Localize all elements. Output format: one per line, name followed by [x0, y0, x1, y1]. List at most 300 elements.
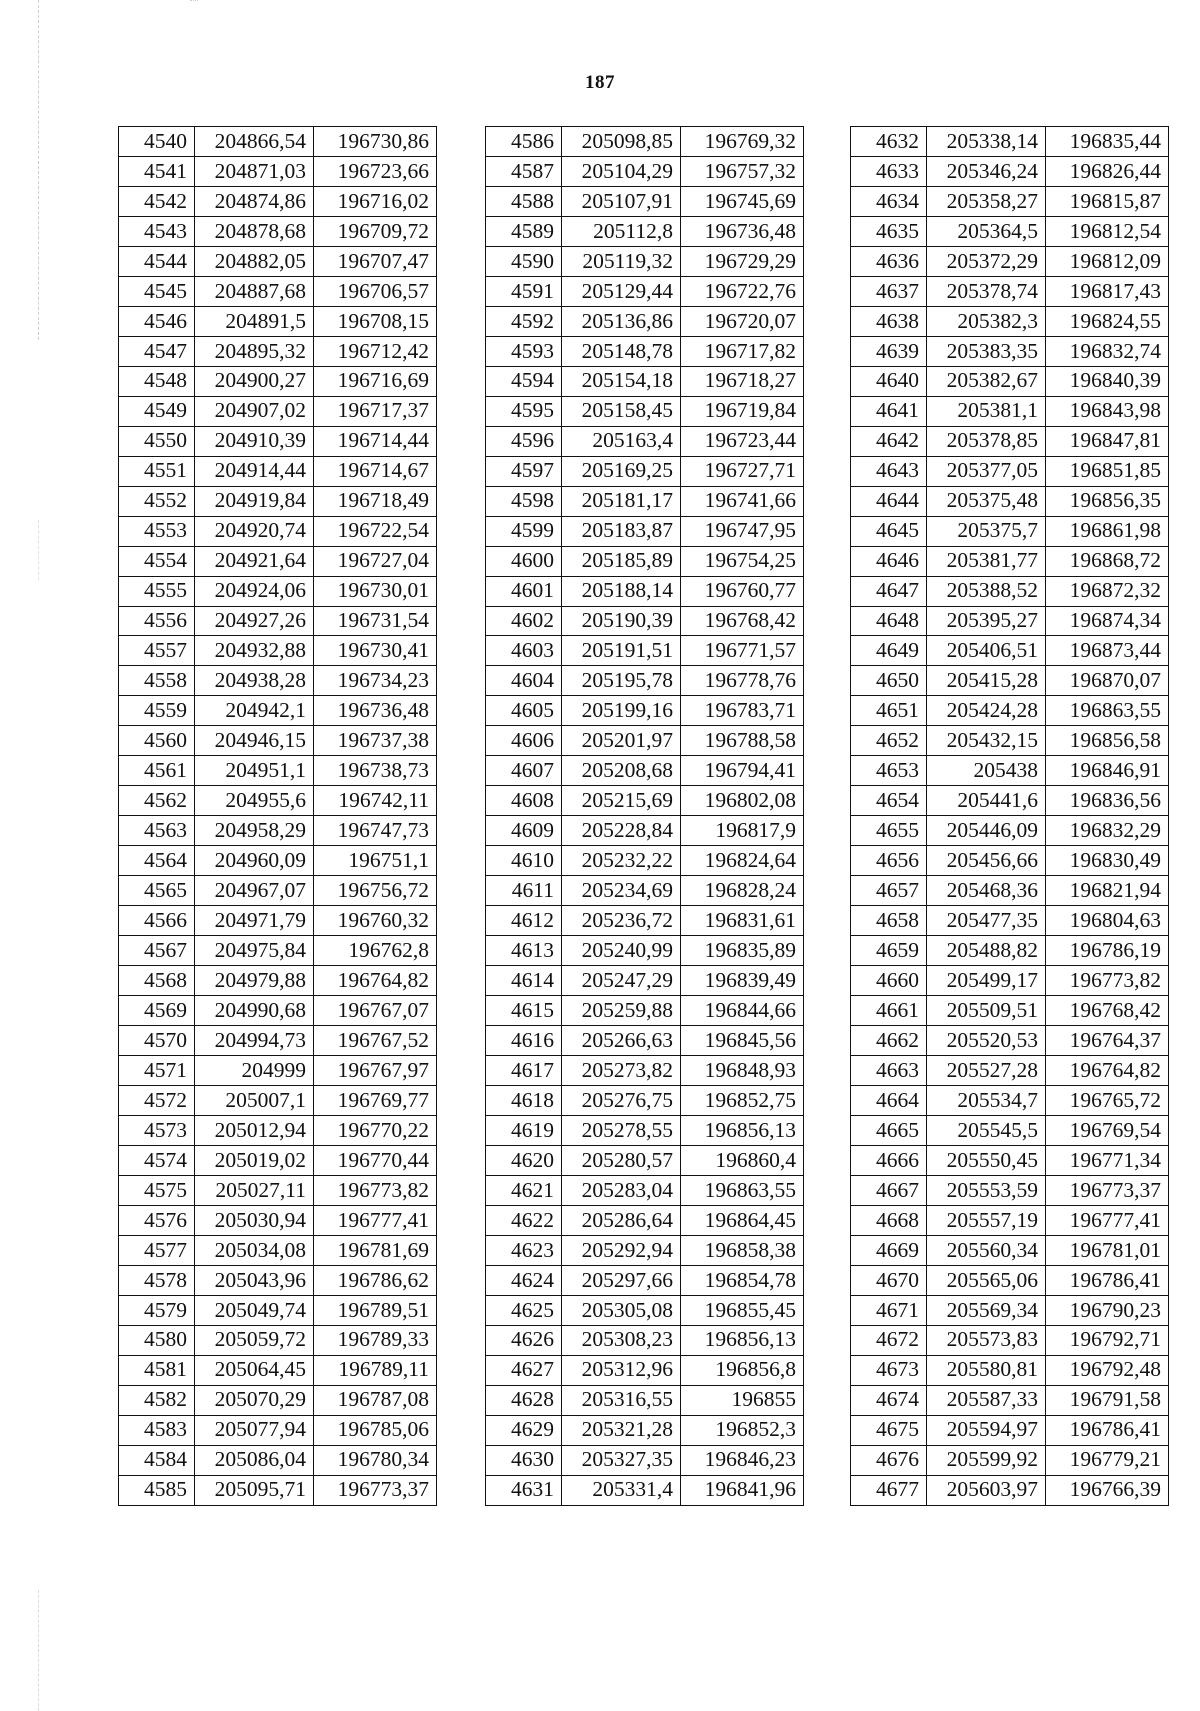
point-number-cell: 4631: [486, 1475, 562, 1505]
y-coordinate-cell: 196790,23: [1046, 1295, 1169, 1325]
point-number-cell: 4677: [851, 1475, 927, 1505]
table-row: [119, 696, 437, 726]
x-coordinate-cell: 205247,29: [562, 966, 681, 996]
x-coordinate-cell: 205297,66: [562, 1265, 681, 1295]
table-row: [119, 906, 437, 936]
point-number-cell: 4619: [486, 1115, 562, 1145]
table-row: [486, 186, 804, 216]
point-number-cell: 4589: [486, 216, 562, 246]
y-coordinate-cell: 196781,69: [314, 1235, 437, 1265]
y-coordinate-cell: 196821,94: [1046, 876, 1169, 906]
table-row: [851, 127, 1169, 157]
y-coordinate-cell: 196852,75: [681, 1086, 804, 1116]
x-coordinate-cell: 205292,94: [562, 1235, 681, 1265]
y-coordinate-cell: 196786,19: [1046, 936, 1169, 966]
x-coordinate-cell: 204924,06: [195, 576, 314, 606]
point-number-cell: 4571: [119, 1056, 195, 1086]
table-row: [486, 576, 804, 606]
x-coordinate-cell: 205375,7: [927, 516, 1046, 546]
point-number-cell: 4629: [486, 1415, 562, 1445]
x-coordinate-cell: 205163,4: [562, 426, 681, 456]
table-row: [851, 336, 1169, 366]
y-coordinate-cell: 196730,86: [314, 127, 437, 157]
point-number-cell: 4634: [851, 186, 927, 216]
point-number-cell: 4540: [119, 127, 195, 157]
y-coordinate-cell: 196760,77: [681, 576, 804, 606]
point-number-cell: 4642: [851, 426, 927, 456]
table-row: [851, 216, 1169, 246]
table-row: [851, 1415, 1169, 1445]
table-row: [119, 1086, 437, 1116]
table-row: [119, 276, 437, 306]
y-coordinate-cell: 196787,08: [314, 1385, 437, 1415]
point-number-cell: 4559: [119, 696, 195, 726]
y-coordinate-cell: 196719,84: [681, 396, 804, 426]
y-coordinate-cell: 196815,87: [1046, 186, 1169, 216]
y-coordinate-cell: 196786,41: [1046, 1415, 1169, 1445]
y-coordinate-cell: 196714,67: [314, 456, 437, 486]
x-coordinate-cell: 205185,89: [562, 546, 681, 576]
table-row: [851, 1205, 1169, 1235]
table-row: [119, 1385, 437, 1415]
x-coordinate-cell: 205188,14: [562, 576, 681, 606]
x-coordinate-cell: 205129,44: [562, 276, 681, 306]
point-number-cell: 4659: [851, 936, 927, 966]
point-number-cell: 4577: [119, 1235, 195, 1265]
y-coordinate-cell: 196718,27: [681, 366, 804, 396]
point-number-cell: 4572: [119, 1086, 195, 1116]
table-row: [486, 636, 804, 666]
table-row: [486, 996, 804, 1026]
point-number-cell: 4545: [119, 276, 195, 306]
table-row: [486, 1325, 804, 1355]
x-coordinate-cell: 205286,64: [562, 1205, 681, 1235]
table-row: [119, 1115, 437, 1145]
table-row: [486, 756, 804, 786]
y-coordinate-cell: 196727,04: [314, 546, 437, 576]
y-coordinate-cell: 196756,72: [314, 876, 437, 906]
point-number-cell: 4656: [851, 846, 927, 876]
y-coordinate-cell: 196723,66: [314, 156, 437, 186]
x-coordinate-cell: 204951,1: [195, 756, 314, 786]
y-coordinate-cell: 196770,44: [314, 1145, 437, 1175]
x-coordinate-cell: 205183,87: [562, 516, 681, 546]
scan-margin-line: [38, 520, 39, 580]
x-coordinate-cell: 205327,35: [562, 1445, 681, 1475]
table-row: [486, 1475, 804, 1505]
y-coordinate-cell: 196764,37: [1046, 1026, 1169, 1056]
x-coordinate-cell: 204955,6: [195, 786, 314, 816]
table-row: [486, 786, 804, 816]
table-row: [119, 876, 437, 906]
table-row: [119, 216, 437, 246]
x-coordinate-cell: 205477,35: [927, 906, 1046, 936]
x-coordinate-cell: 204919,84: [195, 486, 314, 516]
x-coordinate-cell: 205201,97: [562, 726, 681, 756]
y-coordinate-cell: 196767,07: [314, 996, 437, 1026]
x-coordinate-cell: 205312,96: [562, 1355, 681, 1385]
point-number-cell: 4612: [486, 906, 562, 936]
y-coordinate-cell: 196832,74: [1046, 336, 1169, 366]
table-row: [486, 1385, 804, 1415]
y-coordinate-cell: 196760,32: [314, 906, 437, 936]
table-row: [486, 1235, 804, 1265]
y-coordinate-cell: 196731,54: [314, 606, 437, 636]
point-number-cell: 4654: [851, 786, 927, 816]
point-number-cell: 4646: [851, 546, 927, 576]
table-row: [119, 1475, 437, 1505]
x-coordinate-cell: 204921,64: [195, 546, 314, 576]
point-number-cell: 4605: [486, 696, 562, 726]
x-coordinate-cell: 205266,63: [562, 1026, 681, 1056]
point-number-cell: 4621: [486, 1175, 562, 1205]
y-coordinate-cell: 196786,41: [1046, 1265, 1169, 1295]
table-row: [851, 576, 1169, 606]
y-coordinate-cell: 196785,06: [314, 1415, 437, 1445]
x-coordinate-cell: 205388,52: [927, 576, 1046, 606]
table-row: [119, 1445, 437, 1475]
table-row: [851, 1295, 1169, 1325]
x-coordinate-cell: 205095,71: [195, 1475, 314, 1505]
table-row: [119, 456, 437, 486]
x-coordinate-cell: 204994,73: [195, 1026, 314, 1056]
x-coordinate-cell: 204882,05: [195, 246, 314, 276]
y-coordinate-cell: 196858,38: [681, 1235, 804, 1265]
point-number-cell: 4591: [486, 276, 562, 306]
x-coordinate-cell: 205499,17: [927, 966, 1046, 996]
point-number-cell: 4633: [851, 156, 927, 186]
x-coordinate-cell: 205424,28: [927, 696, 1046, 726]
x-coordinate-cell: 205119,32: [562, 246, 681, 276]
x-coordinate-cell: 205441,6: [927, 786, 1046, 816]
table-row: [851, 1026, 1169, 1056]
x-coordinate-cell: 205383,35: [927, 336, 1046, 366]
point-number-cell: 4541: [119, 156, 195, 186]
point-number-cell: 4648: [851, 606, 927, 636]
point-number-cell: 4628: [486, 1385, 562, 1415]
point-number-cell: 4576: [119, 1205, 195, 1235]
y-coordinate-cell: 196874,34: [1046, 606, 1169, 636]
point-number-cell: 4638: [851, 306, 927, 336]
x-coordinate-cell: 205154,18: [562, 366, 681, 396]
point-number-cell: 4661: [851, 996, 927, 1026]
point-number-cell: 4630: [486, 1445, 562, 1475]
x-coordinate-cell: 205381,1: [927, 396, 1046, 426]
coordinate-table-2: [485, 126, 804, 1506]
x-coordinate-cell: 205520,53: [927, 1026, 1046, 1056]
point-number-cell: 4664: [851, 1086, 927, 1116]
y-coordinate-cell: 196736,48: [314, 696, 437, 726]
y-coordinate-cell: 196780,34: [314, 1445, 437, 1475]
x-coordinate-cell: 205527,28: [927, 1056, 1046, 1086]
y-coordinate-cell: 196714,44: [314, 426, 437, 456]
x-coordinate-cell: 205086,04: [195, 1445, 314, 1475]
table-row: [119, 636, 437, 666]
x-coordinate-cell: 205158,45: [562, 396, 681, 426]
point-number-cell: 4543: [119, 216, 195, 246]
y-coordinate-cell: 196769,54: [1046, 1115, 1169, 1145]
point-number-cell: 4636: [851, 246, 927, 276]
y-coordinate-cell: 196840,39: [1046, 366, 1169, 396]
table-row: [851, 756, 1169, 786]
y-coordinate-cell: 196856,58: [1046, 726, 1169, 756]
x-coordinate-cell: 205557,19: [927, 1205, 1046, 1235]
y-coordinate-cell: 196742,11: [314, 786, 437, 816]
point-number-cell: 4563: [119, 816, 195, 846]
x-coordinate-cell: 205043,96: [195, 1265, 314, 1295]
table-row: [486, 426, 804, 456]
point-number-cell: 4649: [851, 636, 927, 666]
table-row: [119, 486, 437, 516]
table-row: [119, 936, 437, 966]
y-coordinate-cell: 196769,32: [681, 127, 804, 157]
page-number: 187: [585, 72, 615, 93]
x-coordinate-cell: 205331,4: [562, 1475, 681, 1505]
point-number-cell: 4556: [119, 606, 195, 636]
table-row: [119, 966, 437, 996]
point-number-cell: 4599: [486, 516, 562, 546]
table-row: [851, 1145, 1169, 1175]
table-row: [119, 546, 437, 576]
point-number-cell: 4626: [486, 1325, 562, 1355]
table-row: [851, 666, 1169, 696]
point-number-cell: 4655: [851, 816, 927, 846]
point-number-cell: 4595: [486, 396, 562, 426]
y-coordinate-cell: 196745,69: [681, 186, 804, 216]
x-coordinate-cell: 205560,34: [927, 1235, 1046, 1265]
table-row: [486, 276, 804, 306]
y-coordinate-cell: 196783,71: [681, 696, 804, 726]
point-number-cell: 4622: [486, 1205, 562, 1235]
table-row: [851, 456, 1169, 486]
x-coordinate-cell: 205019,02: [195, 1145, 314, 1175]
table-row: [851, 1325, 1169, 1355]
point-number-cell: 4670: [851, 1265, 927, 1295]
y-coordinate-cell: 196747,73: [314, 816, 437, 846]
y-coordinate-cell: 196738,73: [314, 756, 437, 786]
y-coordinate-cell: 196729,29: [681, 246, 804, 276]
y-coordinate-cell: 196741,66: [681, 486, 804, 516]
table-row: [486, 246, 804, 276]
x-coordinate-cell: 205280,57: [562, 1145, 681, 1175]
y-coordinate-cell: 196709,72: [314, 216, 437, 246]
x-coordinate-cell: 204979,88: [195, 966, 314, 996]
y-coordinate-cell: 196773,37: [1046, 1175, 1169, 1205]
x-coordinate-cell: 205372,29: [927, 246, 1046, 276]
x-coordinate-cell: 205375,48: [927, 486, 1046, 516]
point-number-cell: 4627: [486, 1355, 562, 1385]
y-coordinate-cell: 196730,01: [314, 576, 437, 606]
table-row: [486, 366, 804, 396]
table-row: [851, 816, 1169, 846]
y-coordinate-cell: 196781,01: [1046, 1235, 1169, 1265]
y-coordinate-cell: 196768,42: [681, 606, 804, 636]
table-row: [851, 516, 1169, 546]
y-coordinate-cell: 196856,8: [681, 1355, 804, 1385]
y-coordinate-cell: 196856,13: [681, 1115, 804, 1145]
x-coordinate-cell: 204938,28: [195, 666, 314, 696]
point-number-cell: 4566: [119, 906, 195, 936]
point-number-cell: 4675: [851, 1415, 927, 1445]
point-number-cell: 4567: [119, 936, 195, 966]
point-number-cell: 4671: [851, 1295, 927, 1325]
point-number-cell: 4609: [486, 816, 562, 846]
point-number-cell: 4588: [486, 186, 562, 216]
point-number-cell: 4551: [119, 456, 195, 486]
x-coordinate-cell: 205104,29: [562, 156, 681, 186]
y-coordinate-cell: 196852,3: [681, 1415, 804, 1445]
point-number-cell: 4632: [851, 127, 927, 157]
table-row: [119, 1235, 437, 1265]
y-coordinate-cell: 196769,77: [314, 1086, 437, 1116]
point-number-cell: 4570: [119, 1026, 195, 1056]
point-number-cell: 4575: [119, 1175, 195, 1205]
table-row: [119, 786, 437, 816]
table-row: [851, 546, 1169, 576]
point-number-cell: 4547: [119, 336, 195, 366]
y-coordinate-cell: 196737,38: [314, 726, 437, 756]
y-coordinate-cell: 196817,43: [1046, 276, 1169, 306]
y-coordinate-cell: 196765,72: [1046, 1086, 1169, 1116]
point-number-cell: 4663: [851, 1056, 927, 1086]
x-coordinate-cell: 205059,72: [195, 1325, 314, 1355]
x-coordinate-cell: 204895,32: [195, 336, 314, 366]
x-coordinate-cell: 205283,04: [562, 1175, 681, 1205]
table-row: [486, 396, 804, 426]
table-row: [486, 906, 804, 936]
x-coordinate-cell: 204971,79: [195, 906, 314, 936]
y-coordinate-cell: 196791,58: [1046, 1385, 1169, 1415]
x-coordinate-cell: 205234,69: [562, 876, 681, 906]
y-coordinate-cell: 196767,52: [314, 1026, 437, 1056]
table-row: [486, 816, 804, 846]
y-coordinate-cell: 196762,8: [314, 936, 437, 966]
x-coordinate-cell: 205415,28: [927, 666, 1046, 696]
x-coordinate-cell: 205599,92: [927, 1445, 1046, 1475]
point-number-cell: 4617: [486, 1056, 562, 1086]
point-number-cell: 4548: [119, 366, 195, 396]
y-coordinate-cell: 196792,71: [1046, 1325, 1169, 1355]
table-row: [486, 846, 804, 876]
point-number-cell: 4590: [486, 246, 562, 276]
table-row: [119, 1295, 437, 1325]
y-coordinate-cell: 196764,82: [1046, 1056, 1169, 1086]
table-row: [851, 606, 1169, 636]
x-coordinate-cell: 205136,86: [562, 306, 681, 336]
point-number-cell: 4553: [119, 516, 195, 546]
y-coordinate-cell: 196831,61: [681, 906, 804, 936]
table-row: [486, 306, 804, 336]
point-number-cell: 4546: [119, 306, 195, 336]
y-coordinate-cell: 196826,44: [1046, 156, 1169, 186]
y-coordinate-cell: 196847,81: [1046, 426, 1169, 456]
x-coordinate-cell: 205012,94: [195, 1115, 314, 1145]
table-row: [486, 1265, 804, 1295]
point-number-cell: 4573: [119, 1115, 195, 1145]
table-row: [486, 156, 804, 186]
y-coordinate-cell: 196717,82: [681, 336, 804, 366]
point-number-cell: 4586: [486, 127, 562, 157]
point-number-cell: 4657: [851, 876, 927, 906]
x-coordinate-cell: 205034,08: [195, 1235, 314, 1265]
table-row: [119, 396, 437, 426]
x-coordinate-cell: 204907,02: [195, 396, 314, 426]
y-coordinate-cell: 196754,25: [681, 546, 804, 576]
x-coordinate-cell: 205276,75: [562, 1086, 681, 1116]
table-row: [119, 606, 437, 636]
point-number-cell: 4603: [486, 636, 562, 666]
table-row: [119, 516, 437, 546]
table-row: [851, 636, 1169, 666]
table-row: [851, 1445, 1169, 1475]
y-coordinate-cell: 196788,58: [681, 726, 804, 756]
x-coordinate-cell: 205236,72: [562, 906, 681, 936]
x-coordinate-cell: 205215,69: [562, 786, 681, 816]
table-row: [119, 996, 437, 1026]
table-row: [851, 696, 1169, 726]
table-row: [119, 186, 437, 216]
point-number-cell: 4544: [119, 246, 195, 276]
x-coordinate-cell: 205364,5: [927, 216, 1046, 246]
y-coordinate-cell: 196846,91: [1046, 756, 1169, 786]
x-coordinate-cell: 204910,39: [195, 426, 314, 456]
point-number-cell: 4624: [486, 1265, 562, 1295]
table-row: [119, 1325, 437, 1355]
scan-artifact: [190, 0, 198, 7]
x-coordinate-cell: 205077,94: [195, 1415, 314, 1445]
point-number-cell: 4611: [486, 876, 562, 906]
table-row: [851, 786, 1169, 816]
x-coordinate-cell: 205191,51: [562, 636, 681, 666]
table-row: [486, 1355, 804, 1385]
x-coordinate-cell: 205406,51: [927, 636, 1046, 666]
point-number-cell: 4569: [119, 996, 195, 1026]
x-coordinate-cell: 204874,86: [195, 186, 314, 216]
point-number-cell: 4585: [119, 1475, 195, 1505]
table-row: [119, 127, 437, 157]
y-coordinate-cell: 196812,09: [1046, 246, 1169, 276]
x-coordinate-cell: 204914,44: [195, 456, 314, 486]
y-coordinate-cell: 196777,41: [314, 1205, 437, 1235]
x-coordinate-cell: 205259,88: [562, 996, 681, 1026]
y-coordinate-cell: 196856,13: [681, 1325, 804, 1355]
table-row: [119, 426, 437, 456]
y-coordinate-cell: 196723,44: [681, 426, 804, 456]
point-number-cell: 4608: [486, 786, 562, 816]
y-coordinate-cell: 196778,76: [681, 666, 804, 696]
point-number-cell: 4557: [119, 636, 195, 666]
point-number-cell: 4625: [486, 1295, 562, 1325]
x-coordinate-cell: 204891,5: [195, 306, 314, 336]
x-coordinate-cell: 205565,06: [927, 1265, 1046, 1295]
y-coordinate-cell: 196841,96: [681, 1475, 804, 1505]
point-number-cell: 4607: [486, 756, 562, 786]
x-coordinate-cell: 205070,29: [195, 1385, 314, 1415]
point-number-cell: 4584: [119, 1445, 195, 1475]
x-coordinate-cell: 205190,39: [562, 606, 681, 636]
point-number-cell: 4620: [486, 1145, 562, 1175]
point-number-cell: 4647: [851, 576, 927, 606]
table-row: [486, 1445, 804, 1475]
x-coordinate-cell: 205382,3: [927, 306, 1046, 336]
x-coordinate-cell: 204900,27: [195, 366, 314, 396]
point-number-cell: 4596: [486, 426, 562, 456]
table-row: [851, 1385, 1169, 1415]
table-row: [486, 1175, 804, 1205]
point-number-cell: 4580: [119, 1325, 195, 1355]
y-coordinate-cell: 196861,98: [1046, 516, 1169, 546]
x-coordinate-cell: 204960,09: [195, 846, 314, 876]
